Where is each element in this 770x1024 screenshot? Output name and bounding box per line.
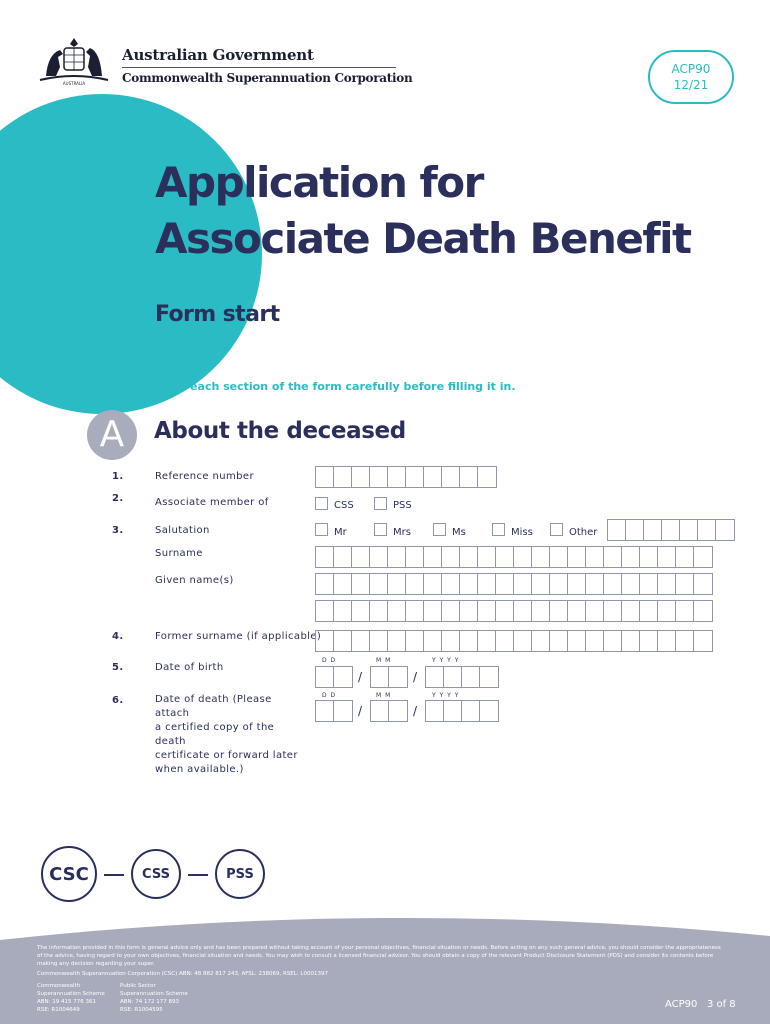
dod-year-field[interactable]: [425, 700, 499, 722]
pss-scheme-line-2: Superannuation Scheme: [120, 991, 188, 997]
dod-year-hint: Y Y Y Y: [432, 692, 460, 699]
q6-label-line-1: Date of death (Please attach: [155, 694, 272, 719]
surname-label: Surname: [155, 548, 203, 559]
q6-label: [155, 693, 300, 777]
mr-option-label: Mr: [334, 527, 347, 538]
footer-form-code: ACP90: [665, 999, 698, 1010]
ms-option-label: Ms: [452, 527, 466, 538]
q1-number: 1.: [112, 471, 124, 482]
miss-checkbox[interactable]: [492, 523, 505, 536]
dod-month-hint: M M: [376, 692, 392, 699]
other-checkbox[interactable]: [550, 523, 563, 536]
entity-text: Commonwealth Superannuation Corporation (CSC) ABN: 48 882 817 243, AFSL: 238069, RSEL: L0001397: [37, 971, 328, 977]
dob-month-hint: M M: [376, 657, 392, 664]
q6-label-line-2: a certified copy of the death: [155, 722, 275, 747]
dod-day-field[interactable]: [315, 700, 353, 722]
mrs-option-label: Mrs: [393, 527, 411, 538]
css-logo: CSS: [131, 849, 181, 899]
q6-number: 6.: [112, 695, 124, 706]
given-names-label: Given name(s): [155, 575, 234, 586]
dod-separator-1: /: [358, 704, 363, 718]
pss-logo: PSS: [215, 849, 265, 899]
title-line-2: Associate Death Benefit: [155, 214, 691, 263]
disclaimer-text: The information provided in this form is general advice only and has been prepared without taking account of your personal objectives, financial situation or needs. Before acting on any such general advice, you should consider the appropriateness of the advice, having regard to your own objectives, financial situation and needs. You may wish to consult a licensed financial advisor. You should obtain a copy of the relevant Product Disclosure Statement (PDS) and consider its contents before making any decision regarding your super.: [37, 945, 721, 967]
other-option-label: Other: [569, 527, 598, 538]
dob-year-field[interactable]: [425, 666, 499, 688]
css-scheme-details: [37, 982, 105, 1014]
pss-option-label: PSS: [393, 500, 412, 511]
coat-of-arms-icon: [34, 36, 114, 86]
pss-scheme-rse: RSE: R1004595: [120, 1007, 163, 1013]
css-scheme-line-2: Superannuation Scheme: [37, 991, 105, 997]
pss-scheme-details: [120, 982, 188, 1014]
mrs-checkbox[interactable]: [374, 523, 387, 536]
svg-text:AUSTRALIA: AUSTRALIA: [62, 81, 86, 86]
other-salutation-field[interactable]: [607, 519, 735, 541]
dod-month-field[interactable]: [370, 700, 408, 722]
mr-checkbox[interactable]: [315, 523, 328, 536]
government-title: Australian Government: [122, 46, 314, 64]
pss-checkbox[interactable]: [374, 497, 387, 510]
form-start-heading: Form start: [155, 302, 280, 327]
css-scheme-rse: RSE: R1004649: [37, 1007, 80, 1013]
dod-separator-2: /: [413, 704, 418, 718]
reference-number-field[interactable]: [315, 466, 497, 488]
miss-option-label: Miss: [511, 527, 533, 538]
page-number: [665, 999, 736, 1010]
dob-year-hint: Y Y Y Y: [432, 657, 460, 664]
logo-dash-2: [188, 874, 208, 876]
css-option-label: CSS: [334, 500, 354, 511]
dob-day-hint: D D: [322, 657, 337, 664]
dob-day-field[interactable]: [315, 666, 353, 688]
header-rule: [122, 67, 396, 68]
dob-separator-2: /: [413, 670, 418, 684]
ms-checkbox[interactable]: [433, 523, 446, 536]
footer-disclaimer: [37, 944, 727, 978]
pss-scheme-abn: ABN: 74 172 177 893: [120, 999, 179, 1005]
former-surname-field[interactable]: [315, 630, 713, 652]
given-names-field-line-1[interactable]: [315, 573, 713, 595]
page-title: [155, 155, 691, 267]
logo-dash-1: [104, 874, 124, 876]
title-line-1: Application for: [155, 158, 483, 207]
corporation-name: Commonwealth Superannuation Corporation: [122, 71, 413, 85]
q3-number: 3.: [112, 525, 124, 536]
q4-label: Former surname (if applicable): [155, 631, 322, 642]
dob-separator-1: /: [358, 670, 363, 684]
section-letter-badge: A: [87, 410, 137, 460]
dob-month-field[interactable]: [370, 666, 408, 688]
form-date: 12/21: [673, 78, 709, 92]
form-code-badge: [648, 50, 734, 104]
q3-label: Salutation: [155, 525, 210, 536]
csc-logo: CSC: [41, 846, 97, 902]
q2-number: 2.: [112, 493, 124, 504]
css-scheme-line-1: Commonwealth: [37, 983, 81, 989]
css-checkbox[interactable]: [315, 497, 328, 510]
surname-field[interactable]: [315, 546, 713, 568]
q2-label: Associate member of: [155, 497, 269, 508]
given-names-field-line-2[interactable]: [315, 600, 713, 622]
pss-scheme-line-1: Public Sector: [120, 983, 156, 989]
q5-number: 5.: [112, 662, 124, 673]
css-scheme-abn: ABN: 19 415 776 361: [37, 999, 96, 1005]
q6-label-line-4: when available.): [155, 764, 244, 775]
dod-day-hint: D D: [322, 692, 337, 699]
footer-page: 3 of 8: [706, 999, 736, 1010]
instruction-text: Read each section of the form carefully before filling it in.: [155, 380, 516, 393]
section-title: About the deceased: [154, 418, 406, 444]
q4-number: 4.: [112, 631, 124, 642]
q1-label: Reference number: [155, 471, 254, 482]
q5-label: Date of birth: [155, 662, 224, 673]
q6-label-line-3: certificate or forward later: [155, 750, 298, 761]
form-code: ACP90: [671, 62, 711, 76]
